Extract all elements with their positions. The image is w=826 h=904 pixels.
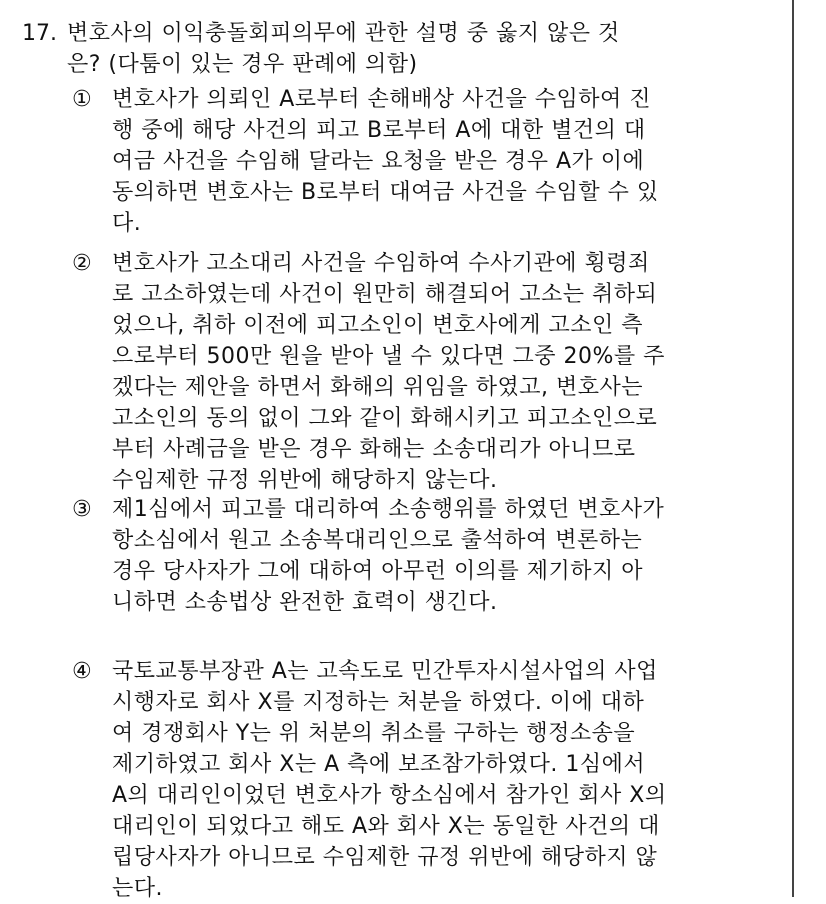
option-line: 여 경쟁회사 Y는 위 처분의 취소를 구하는 행정소송을 [112, 721, 636, 746]
option-line: 부터 사례금을 받은 경우 화해는 소송대리가 아니므로 [112, 437, 636, 462]
option-line: 여금 사건을 수임해 달라는 요청을 받은 경우 A가 이에 [112, 149, 645, 174]
option-line: 국토교통부장관 A는 고속도로 민간투자시설사업의 사업 [112, 659, 658, 684]
question-line: 은? (다툼이 있는 경우 판례에 의함) [67, 52, 418, 77]
option-line: 고소인의 동의 없이 그와 같이 화해시키고 피고소인으로 [112, 406, 658, 431]
option-line: 제기하였고 회사 X는 A 측에 보조참가하였다. 1심에서 [112, 752, 646, 777]
option-line: 는다. [112, 876, 163, 901]
option-line: A의 대리인이었던 변호사가 항소심에서 참가인 회사 X의 [112, 783, 667, 808]
option-line: 로 고소하였는데 사건이 원만히 해결되어 고소는 취하되 [112, 282, 658, 307]
question-number: 17. [22, 21, 57, 46]
option-line: 경우 당사자가 그에 대하여 아무런 이의를 제기하지 아 [112, 559, 643, 584]
question-line: 변호사의 이익충돌회피의무에 관한 설명 중 옳지 않은 것 [67, 21, 620, 46]
option-line: 으로부터 500만 원을 받아 낼 수 있다면 그중 20%를 주 [112, 344, 665, 369]
option-line: 니하면 소송법상 완전한 효력이 생긴다. [112, 590, 498, 615]
option-line: 다. [112, 211, 142, 236]
option-line: 항소심에서 원고 소송복대리인으로 출석하여 변론하는 [112, 528, 643, 553]
option-mark: ② [72, 251, 92, 276]
option-line: 립당사자가 아니므로 수임제한 규정 위반에 해당하지 않 [112, 845, 658, 870]
option-mark: ④ [72, 659, 92, 684]
question-stem [67, 18, 620, 80]
option-line: 수임제한 규정 위반에 해당하지 않는다. [112, 468, 498, 493]
option-mark: ① [72, 87, 92, 112]
option-line: 대리인이 되었다고 해도 A와 회사 X는 동일한 사건의 대 [112, 814, 660, 839]
option-line: 겠다는 제안을 하면서 화해의 위임을 하였고, 변호사는 [112, 375, 643, 400]
column-divider [792, 0, 794, 897]
option-line: 제1심에서 피고를 대리하여 소송행위를 하였던 변호사가 [112, 497, 665, 522]
option-line: 동의하면 변호사는 B로부터 대여금 사건을 수임할 수 있 [112, 180, 659, 205]
option-line: 변호사가 의뢰인 A로부터 손해배상 사건을 수임하여 진 [112, 87, 652, 112]
option-line: 변호사가 고소대리 사건을 수임하여 수사기관에 횡령죄 [112, 251, 650, 276]
option-line: 행 중에 해당 사건의 피고 B로부터 A에 대한 별건의 대 [112, 118, 646, 143]
option-line: 시행자로 회사 X를 지정하는 처분을 하였다. 이에 대하 [112, 690, 645, 715]
option-line: 었으나, 취하 이전에 피고소인이 변호사에게 고소인 측 [112, 313, 643, 338]
option-mark: ③ [72, 497, 92, 522]
